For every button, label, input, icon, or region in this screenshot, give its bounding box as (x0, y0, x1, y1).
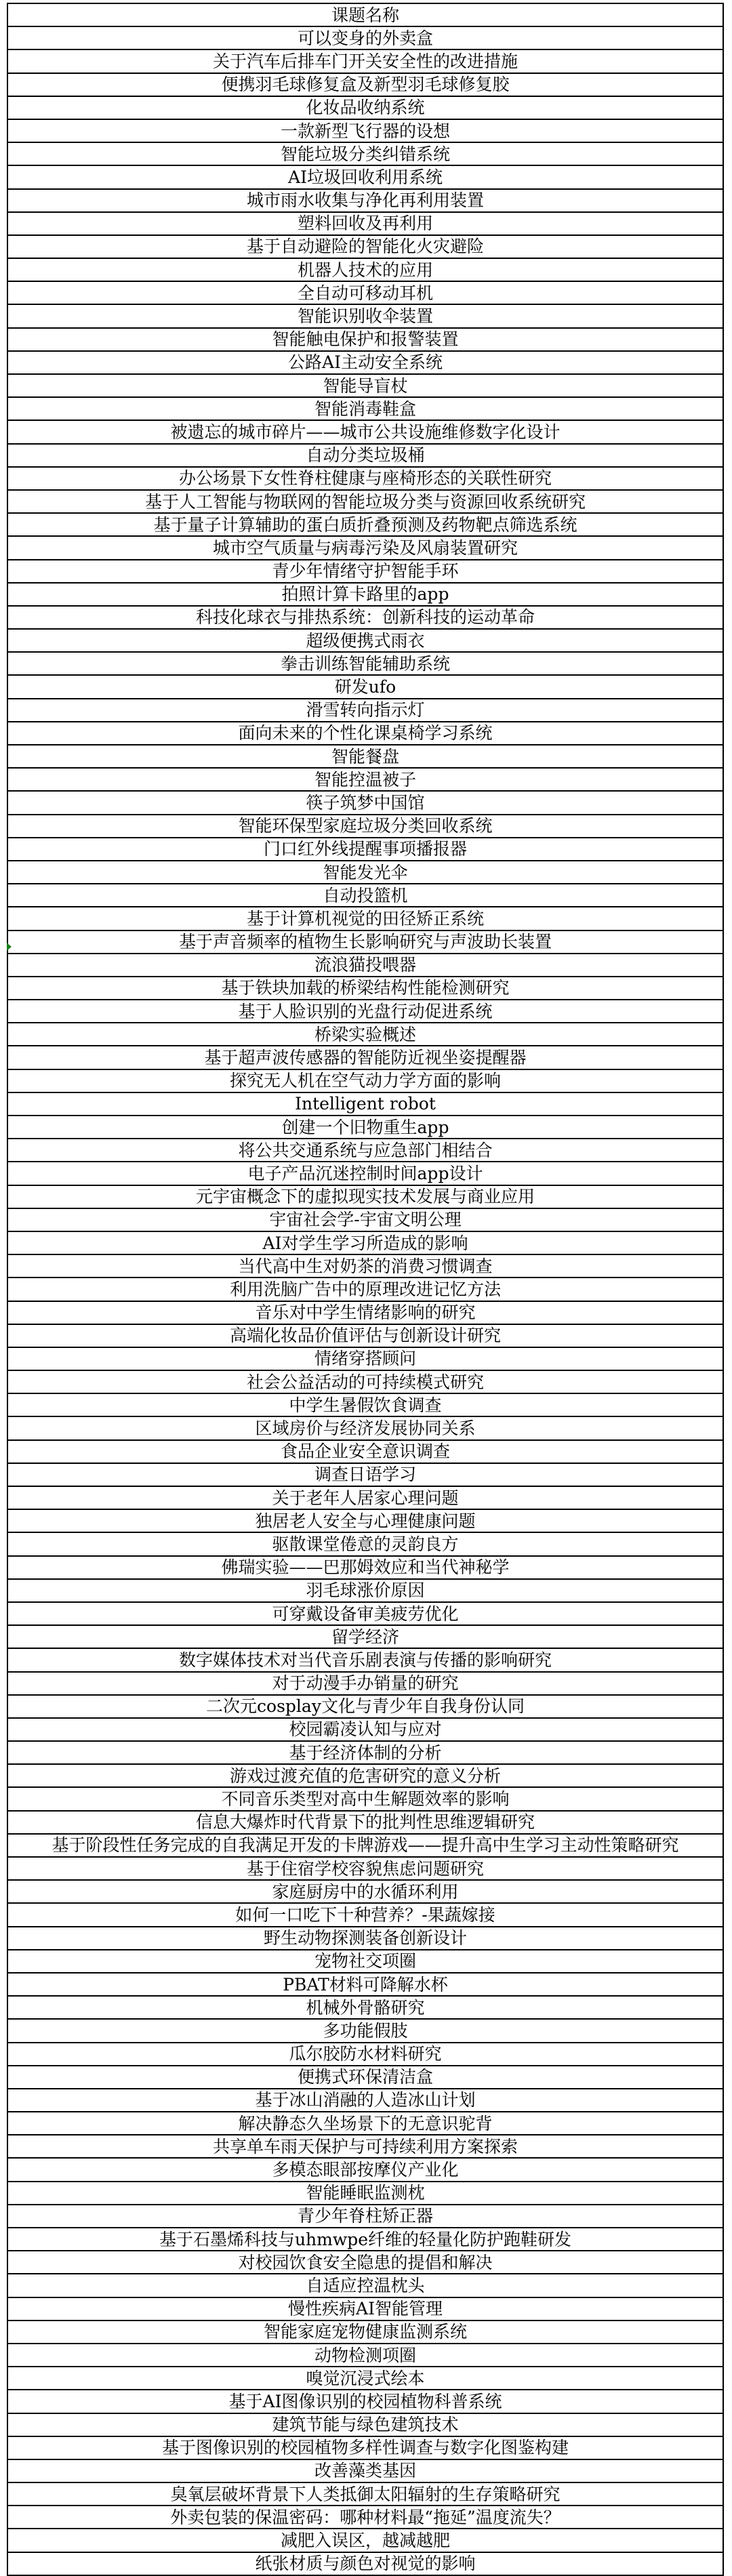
table-row: 自适应控温枕头 (8, 2274, 723, 2297)
table-row: 智能家庭宠物健康监测系统 (8, 2321, 723, 2344)
table-row: 基于图像识别的校园植物多样性调查与数字化图鉴构建 (8, 2437, 723, 2460)
table-row: 减肥入误区，越减越肥 (8, 2529, 723, 2552)
table-body (8, 27, 723, 2576)
table-row: 基于自动避险的智能化火灾避险 (8, 236, 723, 259)
table-row: 塑料回收及再利用 (8, 213, 723, 236)
table-row: 纸张材质与颜色对视觉的影响 (8, 2553, 723, 2576)
table-row: 基于铁块加载的桥梁结构性能检测研究 (8, 977, 723, 1000)
table-row: 基于人脸识别的光盘行动促进系统 (8, 1000, 723, 1023)
table-row: 瓜尔胶防水材料研究 (8, 2043, 723, 2066)
table-row: 基于石墨烯科技与uhmwpe纤维的轻量化防护跑鞋研发 (8, 2228, 723, 2251)
table-row: 独居老人安全与心理健康问题 (8, 1510, 723, 1533)
table-row: 可以变身的外卖盒 (8, 27, 723, 50)
table-row: 元宇宙概念下的虚拟现实技术发展与商业应用 (8, 1186, 723, 1209)
table-row: 二次元cosplay文化与青少年自我身份认同 (8, 1696, 723, 1719)
table-row: 滑雪转向指示灯 (8, 699, 723, 722)
table-row: 科技化球衣与排热系统：创新科技的运动革命 (8, 607, 723, 630)
table-row: 拍照计算卡路里的app (8, 584, 723, 607)
table-row: 门口红外线提醒事项播报器 (8, 838, 723, 861)
table-row: 宇宙社会学-宇宙文明公理 (8, 1209, 723, 1232)
table-row: 家庭厨房中的水循环利用 (8, 1881, 723, 1904)
table-row: 信息大爆炸时代背景下的批判性思维逻辑研究 (8, 1812, 723, 1835)
table-row: 音乐对中学生情绪影响的研究 (8, 1302, 723, 1325)
table-row: 智能导盲杖 (8, 375, 723, 398)
table-row: 基于阶段性任务完成的自我满足开发的卡牌游戏——提升高中生学习主动性策略研究 (8, 1835, 723, 1858)
table-row: 基于AI图像识别的校园植物科普系统 (8, 2390, 723, 2413)
table-row: 游戏过渡充值的危害研究的意义分析 (8, 1765, 723, 1788)
table-row: 城市雨水收集与净化再利用装置 (8, 190, 723, 213)
table-row: 便携式环保清洁盒 (8, 2066, 723, 2089)
table-row: 臭氧层破坏背景下人类抵御太阳辐射的生存策略研究 (8, 2483, 723, 2506)
table-row: 嗅觉沉浸式绘本 (8, 2367, 723, 2390)
table-row: AI垃圾回收利用系统 (8, 166, 723, 189)
table-row: 中学生暑假饮食调查 (8, 1394, 723, 1417)
table-row: 桥梁实验概述 (8, 1023, 723, 1046)
table-row: 智能睡眠监测枕 (8, 2182, 723, 2205)
table-row: 筷子筑梦中国馆 (8, 792, 723, 815)
table-row: 基于量子计算辅助的蛋白质折叠预测及药物靶点筛选系统 (8, 514, 723, 537)
table-row: 基于声音频率的植物生长影响研究与声波助长装置 (8, 931, 723, 954)
table-row: 办公场景下女性脊柱健康与座椅形态的关联性研究 (8, 468, 723, 491)
table-row: 宠物社交项圈 (8, 1950, 723, 1974)
table-row: 当代高中生对奶茶的消费习惯调查 (8, 1255, 723, 1278)
table-row: 对校园饮食安全隐患的提倡和解决 (8, 2251, 723, 2274)
table-row: 动物检测项圈 (8, 2344, 723, 2367)
table-row: 对于动漫手办销量的研究 (8, 1673, 723, 1696)
table-row: 自动分类垃圾桶 (8, 445, 723, 468)
table-row: 校园霸凌认知与应对 (8, 1719, 723, 1742)
table-row: 基于人工智能与物联网的智能垃圾分类与资源回收系统研究 (8, 491, 723, 514)
table-row: 驱散课堂倦意的灵韵良方 (8, 1533, 723, 1556)
table-row: 基于经济体制的分析 (8, 1742, 723, 1765)
table-row: 关于汽车后排车门开关安全性的改进措施 (8, 50, 723, 73)
table-row: 一款新型飞行器的设想 (8, 120, 723, 143)
table-row: 便携羽毛球修复盒及新型羽毛球修复胶 (8, 74, 723, 97)
table-row: 被遗忘的城市碎片——城市公共设施维修数字化设计 (8, 421, 723, 444)
table-row: 基于计算机视觉的田径矫正系统 (8, 907, 723, 931)
table-row: 多模态眼部按摩仪产业化 (8, 2159, 723, 2182)
table-row: 利用洗脑广告中的原理改进记忆方法 (8, 1278, 723, 1301)
table-row: 自动投篮机 (8, 884, 723, 907)
table-row: 佛瑞实验——巴那姆效应和当代神秘学 (8, 1557, 723, 1580)
table-row: 社会公益活动的可持续模式研究 (8, 1371, 723, 1394)
table-row: 流浪猫投喂器 (8, 954, 723, 977)
table-row: 全自动可移动耳机 (8, 282, 723, 305)
table-row: 慢性疾病AI智能管理 (8, 2298, 723, 2321)
table-row: 外卖包装的保温密码：哪种材料最“拖延”温度流失？ (8, 2506, 723, 2529)
table-row: 化妆品收纳系统 (8, 97, 723, 120)
table-row: 拳击训练智能辅助系统 (8, 653, 723, 676)
table-row: 共享单车雨天保护与可持续利用方案探索 (8, 2135, 723, 2159)
table-row: 食品企业安全意识调查 (8, 1441, 723, 1464)
table-row: 电子产品沉迷控制时间app设计 (8, 1162, 723, 1185)
table-row: 高端化妆品价值评估与创新设计研究 (8, 1325, 723, 1348)
table-row: 超级便携式雨衣 (8, 630, 723, 653)
table-row: 智能发光伞 (8, 861, 723, 884)
table-row: 将公共交通系统与应急部门相结合 (8, 1139, 723, 1162)
table-row: 智能触电保护和报警装置 (8, 329, 723, 352)
table-row: 留学经济 (8, 1626, 723, 1649)
table-row: 解决静态久坐场景下的无意识驼背 (8, 2112, 723, 2135)
table-row: 不同音乐类型对高中生解题效率的影响 (8, 1788, 723, 1811)
table-row: Intelligent robot (8, 1093, 723, 1116)
table-row: 关于老年人居家心理问题 (8, 1487, 723, 1510)
table-row: 研发ufo (8, 676, 723, 699)
table-row: 智能环保型家庭垃圾分类回收系统 (8, 815, 723, 838)
table-row: 机械外骨骼研究 (8, 1997, 723, 2020)
table-row: PBAT材料可降解水杯 (8, 1974, 723, 1997)
table-row: 智能消毒鞋盒 (8, 398, 723, 421)
table-row: 青少年脊柱矫正器 (8, 2205, 723, 2228)
table-row: 城市空气质量与病毒污染及风扇装置研究 (8, 537, 723, 560)
table-row: 建筑节能与绿色建筑技术 (8, 2414, 723, 2437)
table-row: 情绪穿搭顾问 (8, 1348, 723, 1371)
table-row: 基于超声波传感器的智能防近视坐姿提醒器 (8, 1046, 723, 1069)
table-row: 调查日语学习 (8, 1464, 723, 1487)
table-row: 基于住宿学校容貌焦虑问题研究 (8, 1858, 723, 1881)
table-row: 基于冰山消融的人造冰山计划 (8, 2089, 723, 2112)
table-row: 探究无人机在空气动力学方面的影响 (8, 1070, 723, 1093)
green-triangle-marker-icon (7, 943, 12, 951)
table-row: 数字媒体技术对当代音乐剧表演与传播的影响研究 (8, 1649, 723, 1672)
table-row: 创建一个旧物重生app (8, 1116, 723, 1139)
table-row: 野生动物探测装备创新设计 (8, 1927, 723, 1950)
table-row: 公路AI主动安全系统 (8, 352, 723, 375)
table-row: 智能垃圾分类纠错系统 (8, 143, 723, 166)
table-row: 区域房价与经济发展协同关系 (8, 1417, 723, 1440)
table-row: 羽毛球涨价原因 (8, 1580, 723, 1603)
table-row: 改善藻类基因 (8, 2460, 723, 2483)
table-row: AI对学生学习所造成的影响 (8, 1232, 723, 1255)
table-row: 多功能假肢 (8, 2020, 723, 2043)
table-row: 青少年情绪守护智能手环 (8, 560, 723, 584)
table-row: 可穿戴设备审美疲劳优化 (8, 1603, 723, 1626)
table-row: 智能识别收伞装置 (8, 305, 723, 328)
table-row: 机器人技术的应用 (8, 259, 723, 282)
table-row: 智能控温被子 (8, 769, 723, 792)
table-row: 面向未来的个性化课桌椅学习系统 (8, 722, 723, 745)
table-row: 智能餐盘 (8, 745, 723, 769)
project-title-table (7, 3, 724, 2576)
table-row: 如何一口吃下十种营养？-果蔬嫁接 (8, 1904, 723, 1927)
table-header: 课题名称 (8, 4, 723, 27)
